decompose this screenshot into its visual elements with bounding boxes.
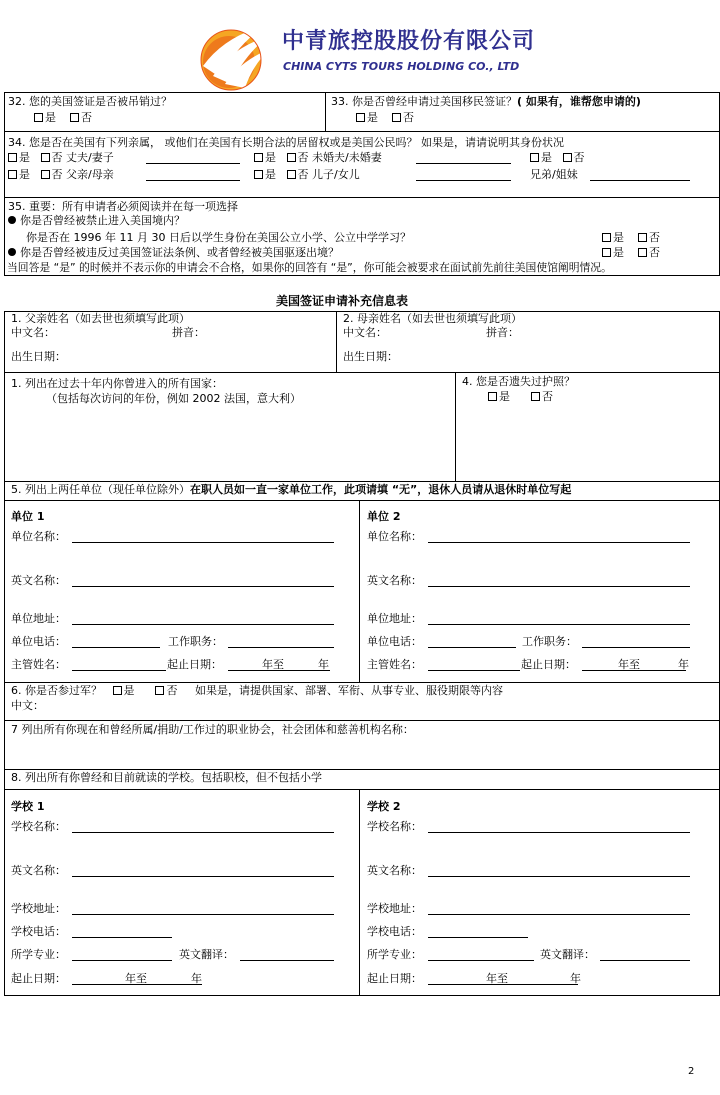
school1-addr-field[interactable] [72,914,334,915]
q33-label: 33. 你是否曾经申请过美国移民签证？( 如果有，谁帮您申请的) [331,95,641,108]
mother-pinyin[interactable]: 拼音： [486,326,519,339]
unit1-en-field[interactable] [72,586,334,587]
q34-fiance-options[interactable]: 是 否 未婚夫/未婚妻 [254,151,382,165]
q34-children-field[interactable] [416,180,511,181]
countries-label: 1. 列出在过去十年内你曾进入的所有国家： [11,377,223,390]
q34-yesno-3[interactable]: 是 否 [530,151,585,165]
unit1-job-field[interactable] [228,647,334,648]
military-label: 6. 你是否参过军？ 是 否 如果是，请提供国家、部署、军衔、从事专业、服役期限等内容 [11,684,503,697]
unit2-period-label: 起止日期： [521,658,576,671]
q33-options[interactable]: 是 否 [356,111,414,125]
school1-name-field[interactable] [72,832,334,833]
unit2-job-label: 工作职务： [522,635,577,648]
q34-label: 34. 您是否在美国有下列亲属， 或他们在美国有长期合法的居留权或是美国公民吗？ 如果是，请请说明其身份状况 [8,136,564,149]
school2-addr-label: 学校地址： [367,902,422,915]
q34-fiance-field[interactable] [416,163,511,164]
father-pinyin[interactable]: 拼音： [172,326,205,339]
unit2-addr-label: 单位地址： [367,612,422,625]
school2-year-to: 年至 [486,972,508,985]
unit2-tel-label: 单位电话： [367,635,422,648]
q35-title: 35. 重要：所有申请者必须阅读并在每一项选择 [8,200,238,213]
unit1-period-label: 起止日期： [167,658,222,671]
unit1-name-field[interactable] [72,542,334,543]
school1-year: 年 [191,972,202,985]
school2-name-label: 学校名称： [367,820,422,833]
school2-period-label: 起止日期： [367,972,422,985]
q35-bullet-1: 你是否曾经被禁止进入美国境内？ [8,214,185,228]
q32-options[interactable]: 是 否 [34,111,92,125]
school2-en-trans-label: 英文翻译： [540,948,595,961]
unit2-boss-field[interactable] [428,670,520,671]
unit2-tel-field[interactable] [428,647,516,648]
q34-spouse-field[interactable] [146,163,240,164]
unit2-title: 单位 2 [367,510,401,523]
unit1-addr-label: 单位地址： [11,612,66,625]
mother-section-label: 2. 母亲姓名（如去世也须填写此项） [343,312,522,325]
school1-tel-label: 学校电话： [11,925,66,938]
countries-sub-label: （包括每次访问的年份，例如 2002 法国，意大利） [46,392,301,405]
unit1-year-to: 年至 [262,658,284,671]
school2-major-field[interactable] [428,960,534,961]
q34-siblings-field[interactable] [590,180,690,181]
school2-en-trans-field[interactable] [600,960,690,961]
school2-en-field[interactable] [428,876,690,877]
unit1-en-label: 英文名称： [11,574,66,587]
q35-b1-options[interactable]: 是 否 [602,231,660,245]
q34-spouse-options[interactable]: 是 否 丈夫/妻子 [8,151,114,165]
company-name-en: CHINA CYTS TOURS HOLDING CO., LTD [283,60,520,73]
mother-dob[interactable]: 出生日期： [343,350,398,363]
unit1-boss-label: 主管姓名： [11,658,66,671]
school1-tel-field[interactable] [72,937,172,938]
schools-header-label: 8. 列出所有你曾经和目前就读的学校。包括职校，但不包括小学 [11,771,322,784]
school2-tel-field[interactable] [428,937,528,938]
school2-title: 学校 2 [367,800,401,813]
unit1-name-label: 单位名称： [11,530,66,543]
school2-year: 年 [570,972,581,985]
school1-major-field[interactable] [72,960,172,961]
school2-addr-field[interactable] [428,914,690,915]
q34-children-options[interactable]: 是 否 儿子/女儿 [254,168,360,182]
school2-major-label: 所学专业： [367,948,422,961]
school2-tel-label: 学校电话： [367,925,422,938]
unit1-boss-field[interactable] [72,670,166,671]
schools-section [4,789,720,996]
passport-lost-options[interactable]: 是 否 [488,390,553,404]
unit2-name-label: 单位名称： [367,530,422,543]
school1-en-field[interactable] [72,876,334,877]
unit1-tel-label: 单位电话： [11,635,66,648]
unit2-addr-field[interactable] [428,624,690,625]
military-yes-checkbox[interactable] [113,686,122,695]
company-name-cn: 中青旅控股股份有限公司 [282,29,536,54]
passport-lost-label: 4. 您是否遗失过护照？ [462,375,575,388]
school1-period-label: 起止日期： [11,972,66,985]
father-cn-name[interactable]: 中文名： [11,326,55,339]
company-logo [195,18,273,92]
unit2-boss-label: 主管姓名： [367,658,422,671]
q35-bullet-2: 你是否曾经被违反过美国签证法条例、或者曾经被美国驱逐出境？ [8,246,339,260]
school1-en-trans-field[interactable] [240,960,334,961]
school1-major-label: 所学专业： [11,948,66,961]
employer-section [4,500,720,683]
q35-b2-options[interactable]: 是 否 [602,246,660,260]
unit1-title: 单位 1 [11,510,45,523]
q35-bullet-1-sub: 你是否在 1996 年 11 月 30 日后以学生身份在美国公立小学、公立中学学习？ [26,231,411,244]
associations-label: 7 列出所有你现在和曾经所属/捐助/工作过的职业协会，社会团体和慈善机构名称： [11,723,414,736]
military-no-checkbox[interactable] [155,686,164,695]
page-number: 2 [688,1066,695,1077]
unit2-year: 年 [678,658,689,671]
supp-form-title: 美国签证申请补充信息表 [276,294,409,308]
school1-year-to: 年至 [125,972,147,985]
q35-note: 当回答是 “是” 的时候并不表示你的申请会不合格，如果你的回答有 “是”，你可能会被要求在面试前先前往美国使馆阐明情况。 [7,261,612,274]
employer-header-label: 5. 列出上两任单位（现任单位除外）在职人员如一直一家单位工作，此项请填 “无”，退休人员请从退休时单位写起 [11,483,572,496]
school1-en-trans-label: 英文翻译： [179,948,234,961]
unit1-job-label: 工作职务： [168,635,223,648]
school1-addr-label: 学校地址： [11,902,66,915]
school2-name-field[interactable] [428,832,690,833]
school1-en-label: 英文名称： [11,864,66,877]
q32-label: 32. 您的美国签证是否被吊销过？ [8,95,172,108]
q34-parents-field[interactable] [146,180,240,181]
mother-cn-name[interactable]: 中文名： [343,326,387,339]
father-dob[interactable]: 出生日期： [11,350,66,363]
unit2-job-field[interactable] [582,647,690,648]
military-cn-field[interactable]: 中文： [11,699,44,712]
unit2-en-label: 英文名称： [367,574,422,587]
unit1-addr-field[interactable] [72,624,334,625]
father-section-label: 1. 父亲姓名（如去世也须填写此项） [11,312,190,325]
unit2-name-field[interactable] [428,542,690,543]
school2-en-label: 英文名称： [367,864,422,877]
unit1-tel-field[interactable] [72,647,160,648]
q34-siblings-label: 兄弟/姐妹 [530,168,578,181]
unit2-en-field[interactable] [428,586,690,587]
school1-title: 学校 1 [11,800,45,813]
school1-name-label: 学校名称： [11,820,66,833]
unit1-year: 年 [318,658,329,671]
unit2-year-to: 年至 [618,658,640,671]
q34-parents-options[interactable]: 是 否 父亲/母亲 [8,168,114,182]
